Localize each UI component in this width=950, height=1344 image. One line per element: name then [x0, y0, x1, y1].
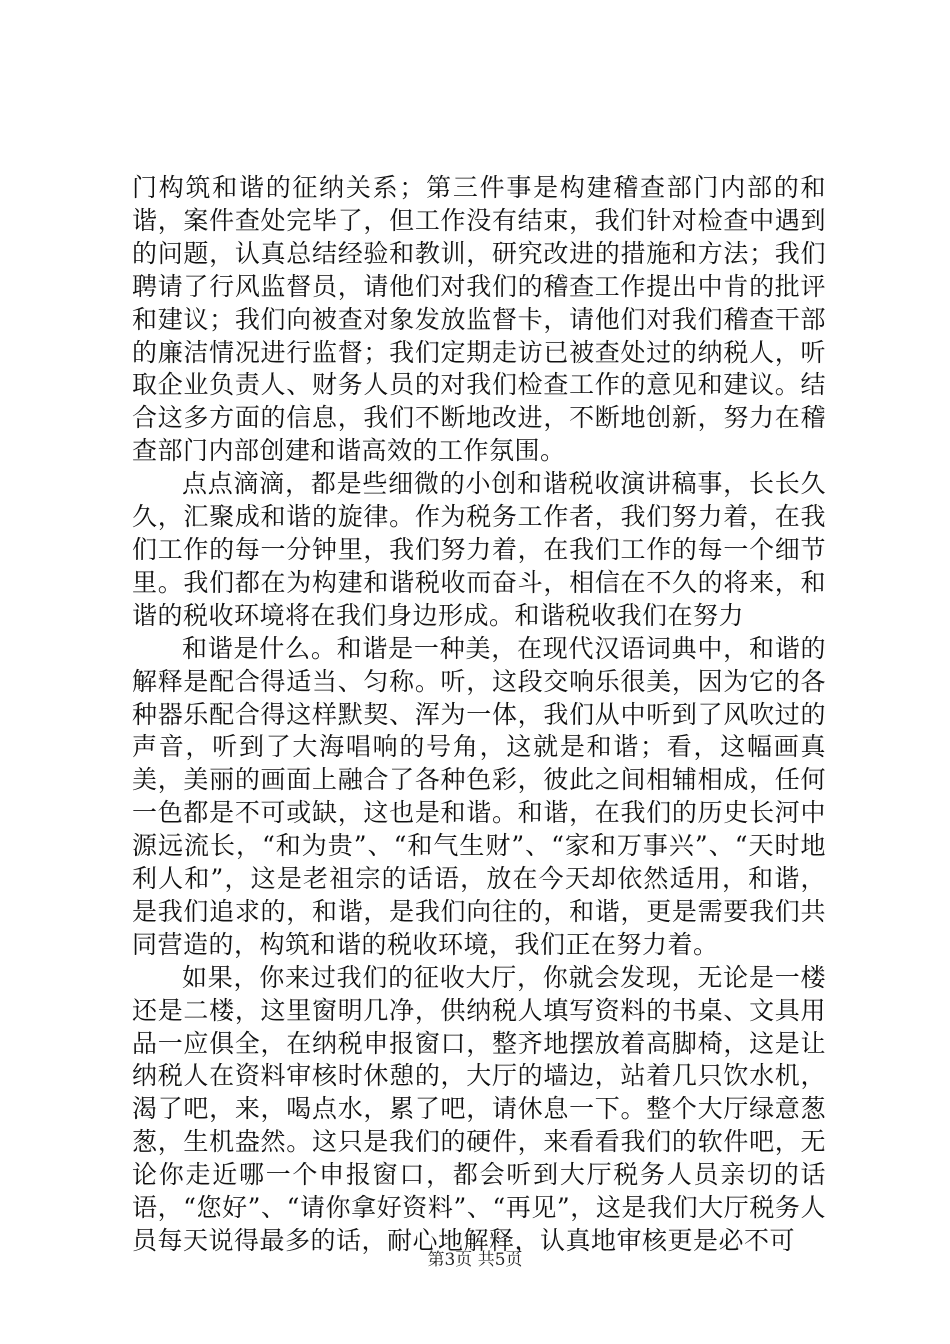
paragraph: 和谐是什么。和谐是一种美，在现代汉语词典中，和谐的解释是配合得适当、匀称。听，这段交响乐很美，因为它的各种器乐配合得这样默契、浑为一体，我们从中听到了风吹过的声音，听到了大海唱响的号角，这就是和谐；看，这幅画真美，美丽的画面上融合了各种色彩，彼此之间相辅相成，任何一色都是不可或缺，这也是和谐。和谐，在我们的历史长河中源远流长，“和为贵”、“和气生财”、“家和万事兴”、“天时地利人和”，这是老祖宗的话语，放在今天却依然适用，和谐，是我们追求的，和谐，是我们向往的，和谐，更是需要我们共同营造的，构筑和谐的税收环境，我们正在努力着。 — [132, 633, 826, 959]
page-footer: 第3页 共5页 — [427, 1250, 523, 1270]
paragraph: 如果，你来过我们的征收大厅，你就会发现，无论是一楼还是二楼，这里窗明几净，供纳税人填写资料的书桌、文具用品一应俱全，在纳税申报窗口，整齐地摆放着高脚椅，这是让纳税人在资料审核时休憩的，大厅的墙边，站着几只饮水机，渴了吧，来，喝点水，累了吧，请休息一下。整个大厅绿意葱葱，生机盎然。这只是我们的硬件，来看看我们的软件吧，无论你走近哪一个申报窗口，都会听到大厅税务人员亲切的话语，“您好”、“请你拿好资料”、“再见”，这是我们大厅税务人员每天说得最多的话，耐心地解释，认真地审核更是必不可 — [132, 962, 826, 1255]
paragraph: 点点滴滴，都是些细微的小创和谐税收演讲稿事，长长久久，汇聚成和谐的旋律。作为税务工作者，我们努力着，在我们工作的每一分钟里，我们努力着，在我们工作的每一个细节里。我们都在为构建和谐税收而奋斗，相信在不久的将来，和谐的税收环境将在我们身边形成。和谐税收我们在努力 — [132, 469, 826, 630]
document-body — [132, 172, 826, 1258]
paragraph-continued: 门构筑和谐的征纳关系；第三件事是构建稽查部门内部的和谐，案件查处完毕了，但工作没有结束，我们针对检查中遇到的问题，认真总结经验和教训，研究改进的措施和方法；我们聘请了行风监督员，请他们对我们的稽查工作提出中肯的批评和建议；我们向被查对象发放监督卡，请他们对我们稽查干部的廉洁情况进行监督；我们定期走访已被查处过的纳税人，听取企业负责人、财务人员的对我们检查工作的意见和建议。结合这多方面的信息，我们不断地改进，不断地创新，努力在稽查部门内部创建和谐高效的工作氛围。 — [132, 173, 826, 466]
